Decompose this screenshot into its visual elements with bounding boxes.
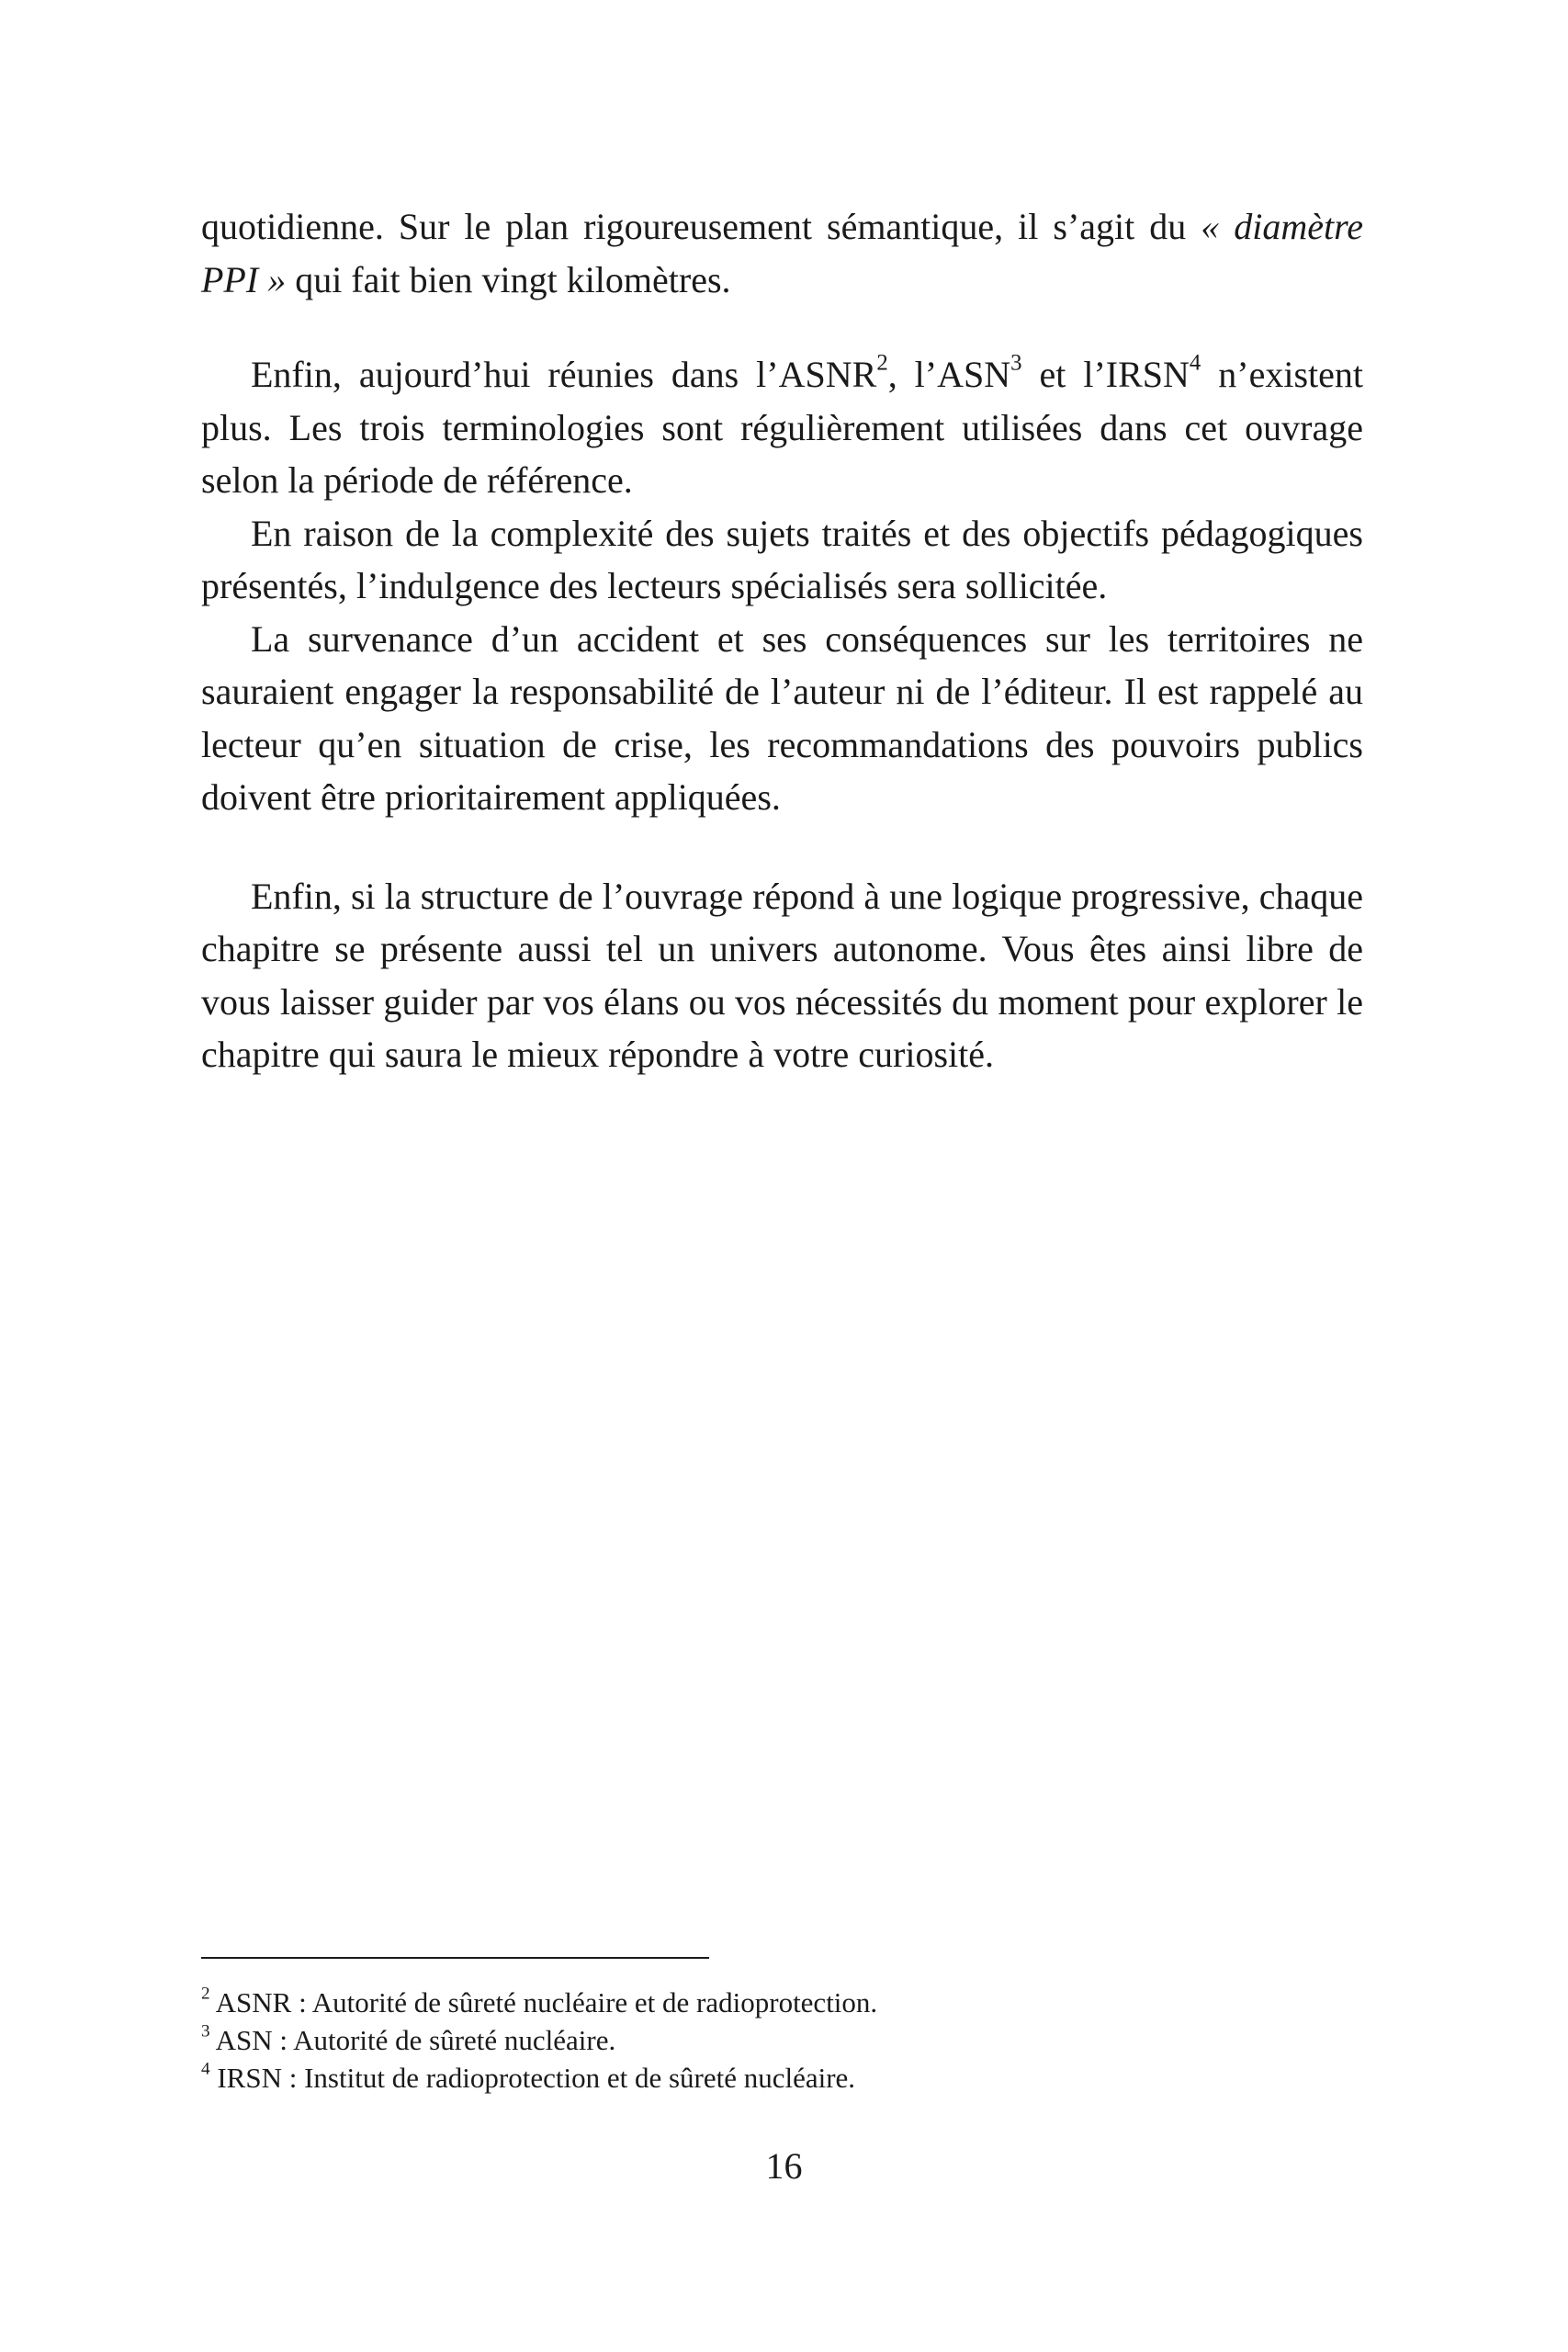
paragraph-1-quote: « diamètre PPI » (201, 206, 1364, 300)
footnote-4 (201, 2059, 1363, 2097)
paragraph-1 (201, 200, 1363, 306)
footnote-text: IRSN : Institut de radioprotection et de sûreté nucléaire. (209, 2062, 856, 2094)
paragraph-gap (201, 824, 1363, 870)
paragraph-1-text-end: qui fait bien vingt kilomètres. (286, 258, 731, 300)
paragraph-2-text-d: n’existent plus. Les trois terminologies sont régulièrement utilisées dans cet ouvrage selon la période de référence. (201, 354, 1364, 501)
paragraph-4: La survenance d’un accident et ses conséquences sur les territoires ne sauraient engager la responsabilité de l’auteur ni de l’éditeur. Il est rappelé au lecteur qu’en situation de crise, les recommandations des pouvoirs publics doivent être prioritairement appliquées. (201, 617, 1363, 818)
footnote-text: ASN : Autorité de sûreté nucléaire. (209, 2024, 616, 2056)
paragraph-3: En raison de la complexité des sujets traités et des objectifs pédagogiques présentés, l’indulgence des lecteurs spécialisés sera sollicitée. (201, 512, 1363, 606)
paragraph-1-text: quotidienne. Sur le plan rigoureusement sémantique, il s’agit du (201, 206, 1201, 247)
footnote-text: ASNR : Autorité de sûreté nucléaire et de radioprotection. (209, 1986, 878, 2018)
paragraph-2-text-b: , l’ASN (887, 354, 1011, 395)
footnote-ref-2: 2 (876, 350, 888, 376)
footnote-number: 4 (201, 2059, 210, 2079)
page-number: 16 (765, 2145, 803, 2187)
body-text-block-2 (201, 348, 1363, 1081)
paragraph-2 (201, 348, 1363, 507)
footnote-2 (201, 1984, 1363, 2021)
body-text-block-1 (201, 200, 1363, 306)
footnote-ref-4: 4 (1189, 350, 1201, 376)
footnote-number: 3 (201, 2021, 210, 2041)
paragraph-2-text-c: et l’IRSN (1021, 354, 1190, 395)
footnotes (201, 1984, 1363, 2097)
footnote-number: 2 (201, 1984, 210, 2004)
paragraph-2-text-a: Enfin, aujourd’hui réunies dans l’ASNR (251, 354, 877, 395)
footnote-ref-3: 3 (1010, 350, 1022, 376)
footnote-separator (201, 1957, 709, 1959)
paragraph-5: Enfin, si la structure de l’ouvrage répond à une logique progressive, chaque chapitre se présente aussi tel un univers autonome. Vous êtes ainsi libre de vous laisser guider par vos élans ou vos nécessités du moment pour explorer le chapitre qui saura le mieux répondre à votre curiosité. (201, 875, 1363, 1075)
footnote-3 (201, 2021, 1363, 2059)
